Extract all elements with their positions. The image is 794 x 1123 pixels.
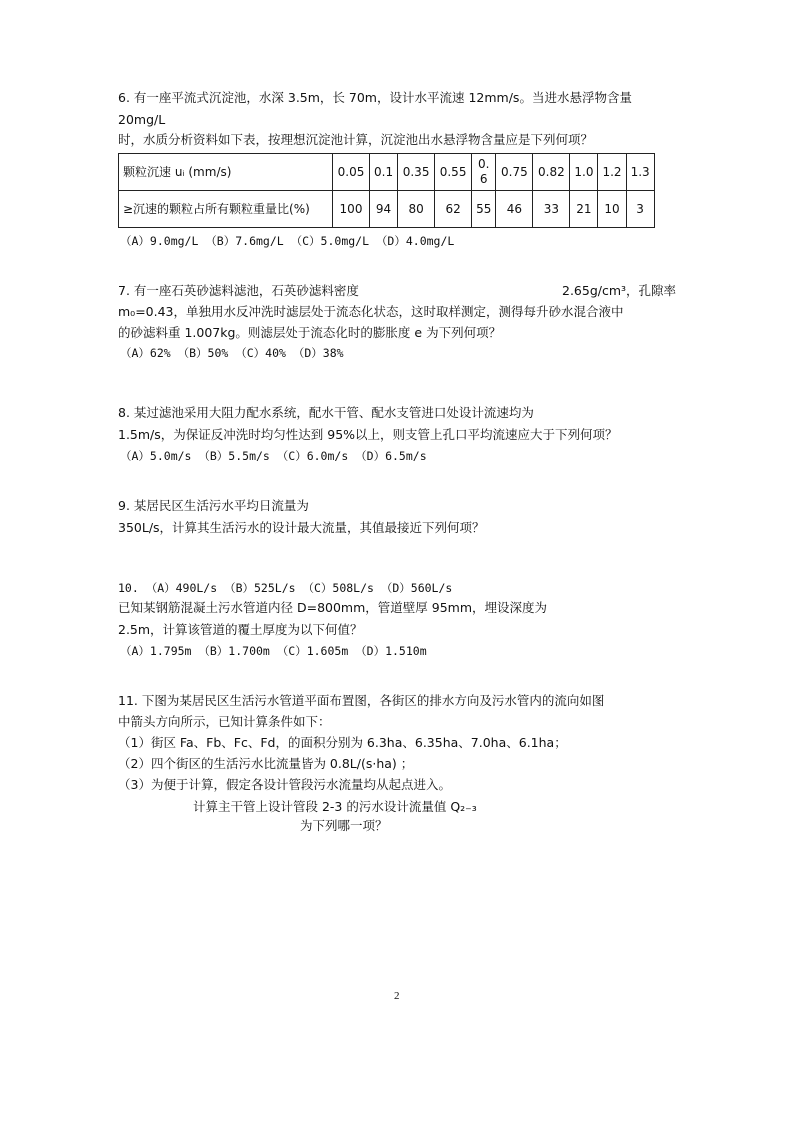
table-cell: 0.82 xyxy=(533,154,570,191)
table-cell: 1.0 xyxy=(570,154,598,191)
q7-line2: m₀=0.43，单独用水反冲洗时滤层处于流态化状态，这时取样测定，测得每升砂水混合液中 xyxy=(118,304,624,319)
table-cell: 33 xyxy=(533,191,570,228)
table-cell: 80 xyxy=(398,191,435,228)
page-number: 2 xyxy=(394,990,400,1002)
q10-options: 10. （A）490L/s （B）525L/s （C）508L/s （D）560L/s xyxy=(118,581,453,595)
q6-options: （A）9.0mg/L （B）7.6mg/L （C）5.0mg/L （D）4.0mg/L xyxy=(120,234,455,248)
table-cell: 62 xyxy=(435,191,472,228)
q7-line3: 的砂滤料重 1.007kg。则滤层处于流态化时的膨胀度 e 为下列何项？ xyxy=(118,325,502,340)
table-cell: 55 xyxy=(472,191,496,228)
q11-line2: 中箭头方向所示，已知计算条件如下： xyxy=(118,714,331,729)
q8-options: （A）5.0m/s （B）5.5m/s （C）6.0m/s （D）6.5m/s xyxy=(120,449,427,463)
table-cell: 21 xyxy=(570,191,598,228)
table-cell: 46 xyxy=(496,191,533,228)
q8-line2: 1.5m/s，为保证反冲洗时均匀性达到 95%以上，则支管上孔口平均流速应大于下列何项？ xyxy=(118,427,618,442)
q11-ask2: 为下列哪一项？ xyxy=(300,818,388,833)
table-cell: 0.05 xyxy=(333,154,370,191)
q9-line2: 350L/s，计算其生活污水的设计最大流量，其值最接近下列何项？ xyxy=(118,520,485,535)
q9-line1: 9. 某居民区生活污水平均日流量为 xyxy=(118,498,309,513)
q10-line2: 2.5m，计算该管道的覆土厚度为以下何值？ xyxy=(118,622,363,637)
particle-table xyxy=(118,153,655,228)
table-cell: 0.35 xyxy=(398,154,435,191)
q8-line1: 8. 某过滤池采用大阻力配水系统，配水干管、配水支管进口处设计流速均为 xyxy=(118,405,534,420)
row2-header: ≥沉速的颗粒占所有颗粒重量比(%) xyxy=(119,191,333,228)
row1-header: 颗粒沉速 uᵢ (mm/s) xyxy=(119,154,333,191)
table-cell: 3 xyxy=(626,191,654,228)
table-cell: 1.2 xyxy=(598,154,626,191)
table-cell: 0.1 xyxy=(370,154,398,191)
q11-ask1: 计算主干管上设计管段 2-3 的污水设计流量值 Q₂₋₃ xyxy=(193,799,477,814)
q7-line1a: 7. 有一座石英砂滤料滤池，石英砂滤料密度 xyxy=(118,283,359,298)
table-cell: 0.55 xyxy=(435,154,472,191)
q10-options2: （A）1.795m （B）1.700m （C）1.605m （D）1.510m xyxy=(120,644,427,658)
table-cell: 0.75 xyxy=(496,154,533,191)
q11-cond1: （1）街区 Fa、Fb、Fc、Fd，的面积分别为 6.3ha、6.35ha、7.0ha、6.1ha； xyxy=(118,735,567,750)
q7-line1b: 2.65g/cm³，孔隙率 xyxy=(562,283,677,298)
q6-line1: 6. 有一座平流式沉淀池，水深 3.5m，长 70m，设计水平流速 12mm/s。当进水悬浮物含量 xyxy=(118,90,632,105)
table-cell: 94 xyxy=(370,191,398,228)
table-row xyxy=(119,191,655,228)
q10-line1: 已知某钢筋混凝土污水管道内径 D=800mm，管道壁厚 95mm，埋设深度为 xyxy=(118,600,548,615)
q11-cond2: （2）四个街区的生活污水比流量皆为 0.8L/(s·ha) ； xyxy=(118,756,414,771)
table-cell: 1.3 xyxy=(626,154,654,191)
table-row xyxy=(119,154,655,191)
q7-options: （A）62% （B）50% （C）40% （D）38% xyxy=(120,346,344,360)
q11-cond3: （3）为便于计算，假定各设计管段污水流量均从起点进入。 xyxy=(118,777,451,792)
q11-line1: 11. 下图为某居民区生活污水管道平面布置图，各街区的排水方向及污水管内的流向如图 xyxy=(118,693,605,708)
table-cell: 0.6 xyxy=(472,154,496,191)
table-cell: 10 xyxy=(598,191,626,228)
table-cell: 100 xyxy=(333,191,370,228)
q6-line3: 时，水质分析资料如下表，按理想沉淀池计算，沉淀池出水悬浮物含量应是下列何项？ xyxy=(118,132,594,147)
q6-line2: 20mg/L xyxy=(118,112,166,127)
